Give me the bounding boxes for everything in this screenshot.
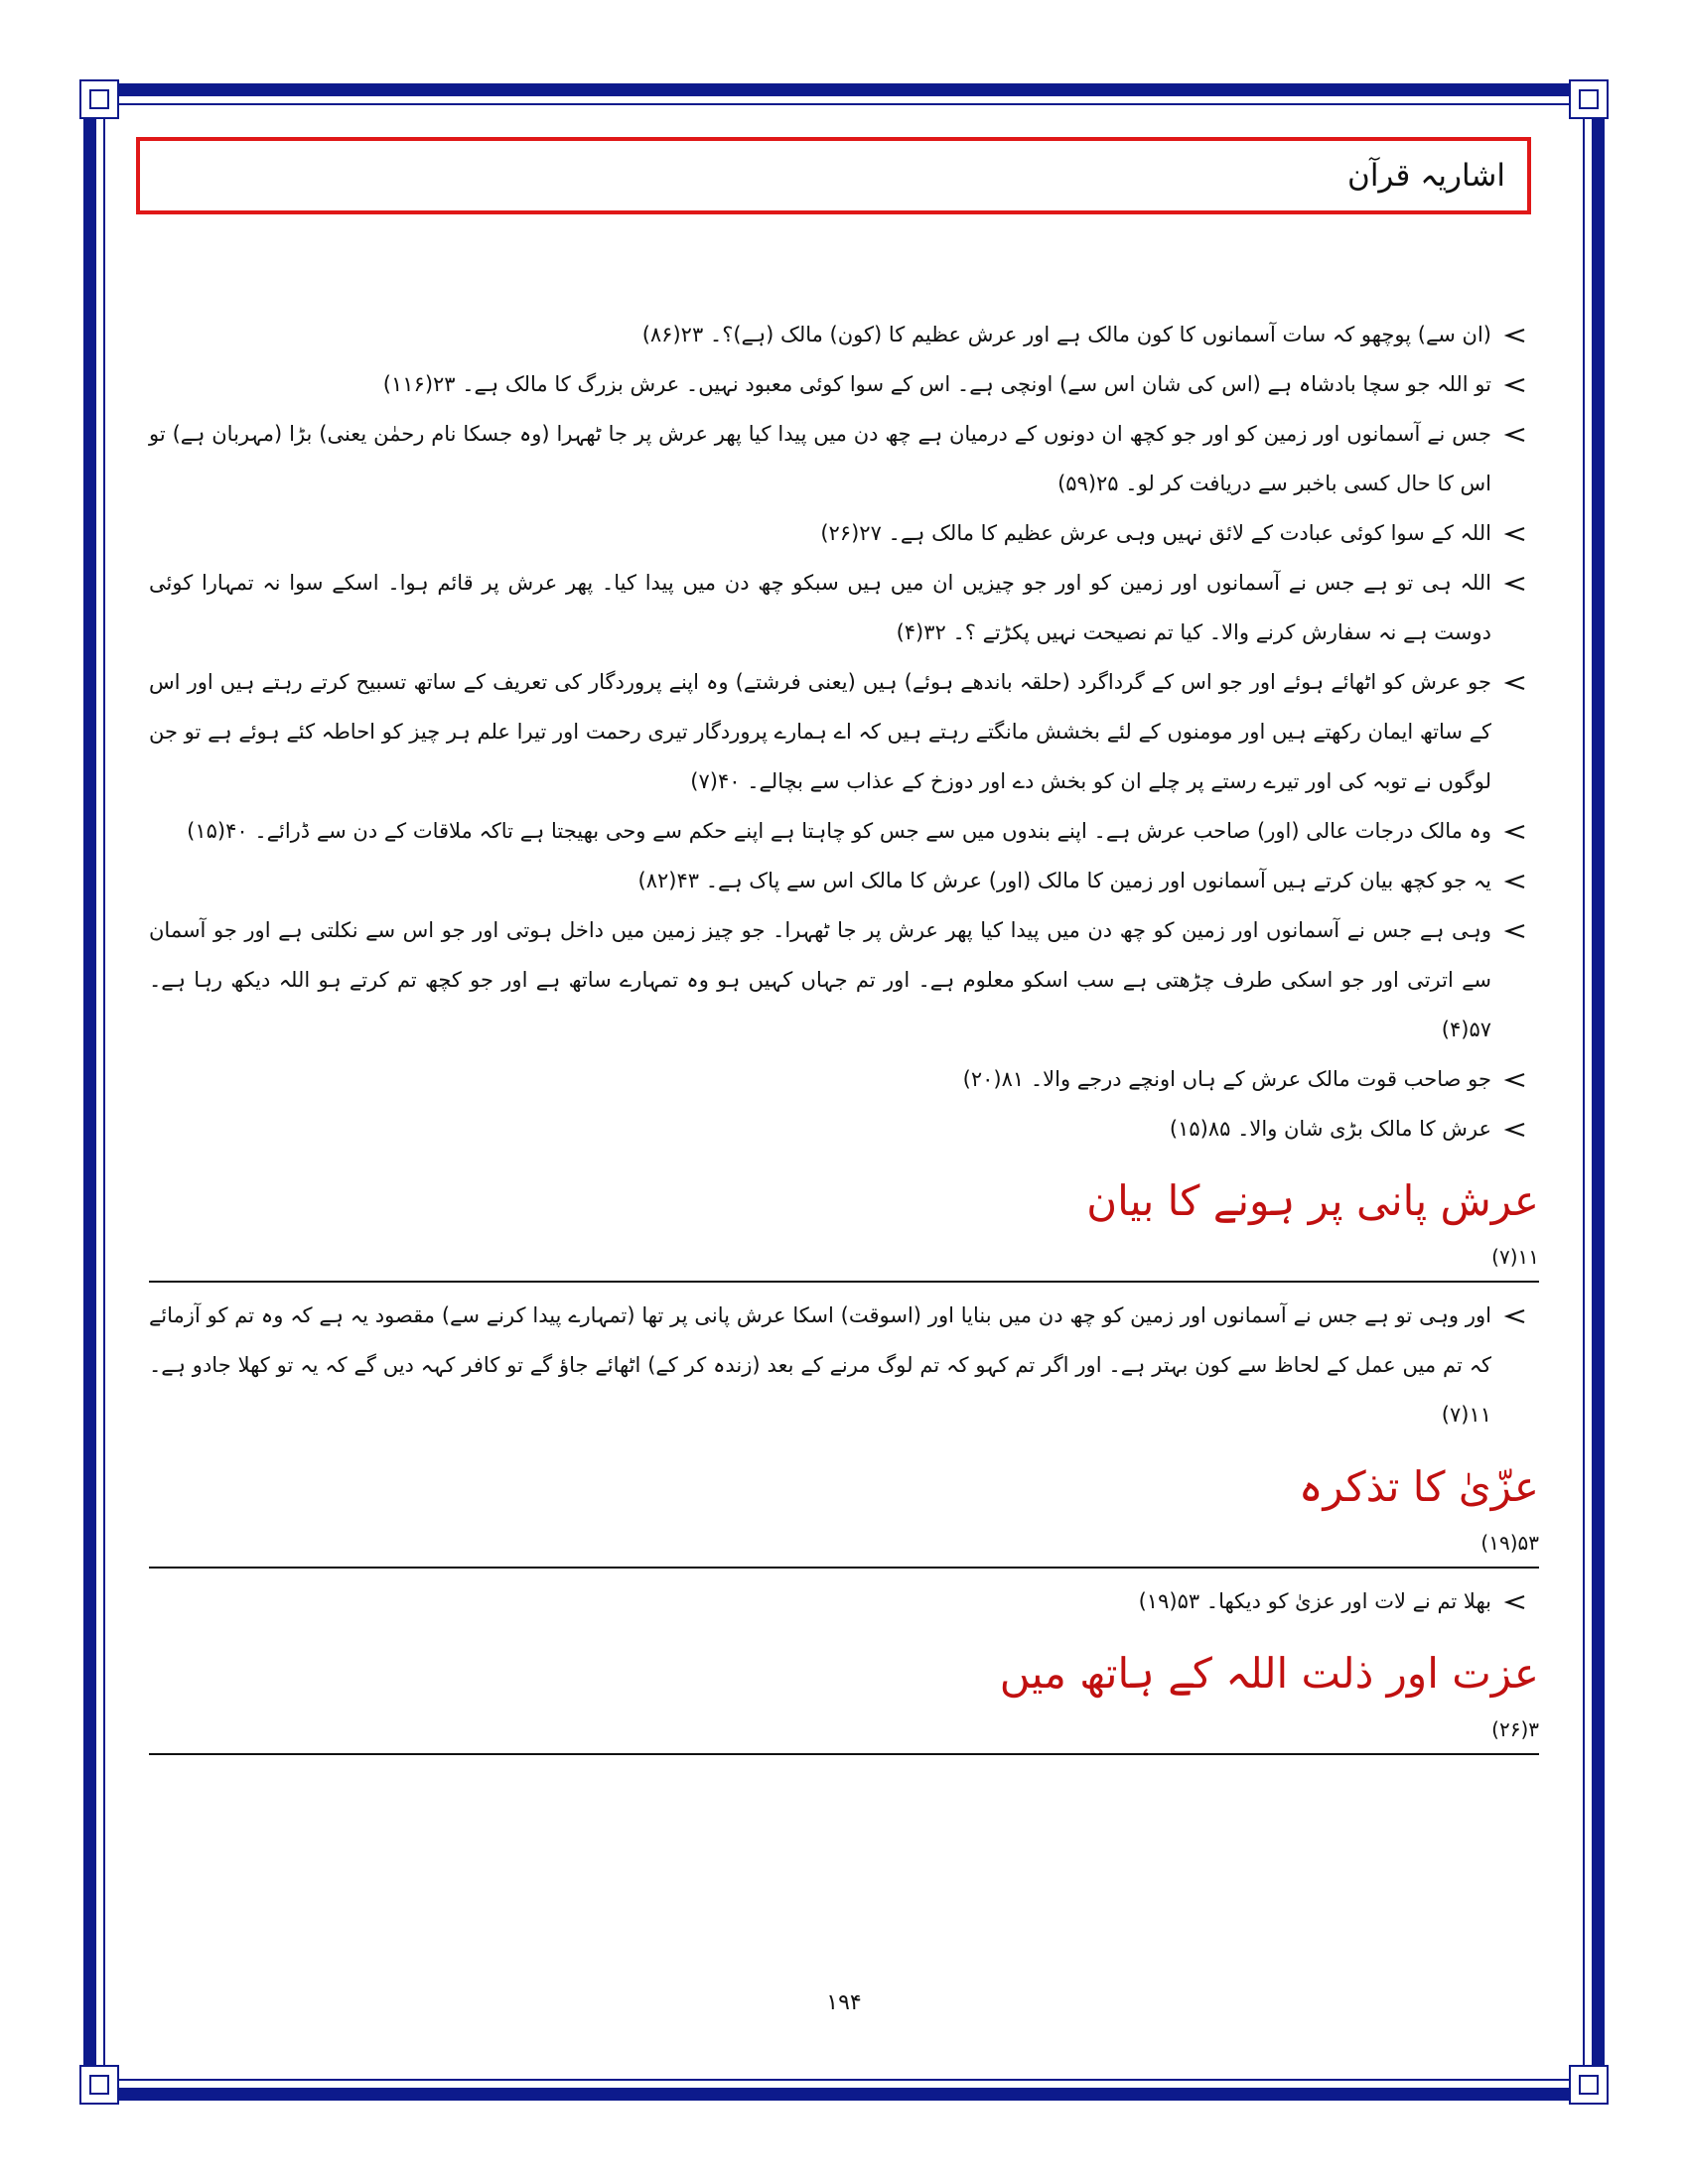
section-reference: ۱۱(۷) <box>1491 1245 1539 1269</box>
border-corner-ornament <box>79 79 119 119</box>
section-heading: عرش پانی پر ہونے کا بیان <box>1086 1176 1539 1225</box>
verse-text: یہ جو کچھ بیان کرتے ہیں آسمانوں اور زمین کا مالک (اور) عرش کا مالک اس سے پاک ہے۔ ۴۳(۸۲) <box>637 869 1491 892</box>
section-reference: ۵۳(۱۹) <box>1480 1531 1539 1555</box>
verse-text: بھلا تم نے لات اور عزیٰ کو دیکھا۔ ۵۳(۱۹) <box>1138 1589 1491 1613</box>
list-item <box>149 558 1539 657</box>
border-corner-ornament <box>1569 2065 1609 2105</box>
verse-list <box>149 1291 1539 1439</box>
verse-text: عرش کا مالک بڑی شان والا۔ ۸۵(۱۵) <box>1169 1117 1491 1141</box>
border-corner-ornament <box>79 2065 119 2105</box>
verse-text: (ان سے) پوچھو کہ سات آسمانوں کا کون مالک ہے اور عرش عظیم کا (کون) مالک (ہے)؟۔ ۲۳(۸۶) <box>641 323 1491 346</box>
section-reference: ۳(۲۶) <box>1491 1717 1539 1741</box>
arrow-bullet-icon <box>1491 310 1539 359</box>
list-item <box>149 1576 1539 1626</box>
page-title: اشاریہ قرآن <box>1347 158 1505 194</box>
arrow-bullet-icon <box>1491 657 1539 707</box>
verse-text: جس نے آسمانوں اور زمین کو اور جو کچھ ان دونوں کے درمیان ہے چھ دن میں پیدا کیا پھر عرش پر جا ٹھہرا (وہ جسکا نام رحمٰن یعنی) بڑا (مہربان ہے) تو اس کا حال کسی باخبر سے دریافت کر لو۔ ۲۵(۵۹) <box>149 422 1491 495</box>
verse-text: اللہ کے سوا کوئی عبادت کے لائق نہیں وہی عرش عظیم کا مالک ہے۔ ۲۷(۲۶) <box>820 521 1491 545</box>
arrow-bullet-icon <box>1491 409 1539 459</box>
list-item <box>149 409 1539 508</box>
arrow-bullet-icon <box>1491 806 1539 856</box>
list-item <box>149 856 1539 905</box>
border-corner-ornament <box>1569 79 1609 119</box>
section-divider <box>149 1281 1539 1283</box>
arrow-bullet-icon <box>1491 558 1539 608</box>
arrow-bullet-icon <box>1491 359 1539 409</box>
arrow-bullet-icon <box>1491 1291 1539 1340</box>
arrow-bullet-icon <box>1491 856 1539 905</box>
arrow-bullet-icon <box>1491 905 1539 955</box>
verse-text: اور وہی تو ہے جس نے آسمانوں اور زمین کو چھ دن میں بنایا اور (اسوقت) اسکا عرش پانی پر تھا (تمہارے پیدا کرنے سے) مقصود یہ ہے کہ وہ تم کو آزمائے کہ تم میں عمل کے لحاظ سے کون بہتر ہے۔ اور اگر تم کہو کہ تم لوگ مرنے کے بعد (زندہ کر کے) اٹھائے جاؤ گے تو کافر کہہ دیں گے کہ یہ تو کھلا جادو ہے۔ ۱۱(۷) <box>149 1303 1491 1427</box>
list-item <box>149 310 1539 359</box>
section-divider <box>149 1567 1539 1569</box>
list-item <box>149 508 1539 558</box>
arrow-bullet-icon <box>1491 1054 1539 1104</box>
list-item <box>149 905 1539 1054</box>
arrow-bullet-icon <box>1491 1576 1539 1626</box>
verse-text: وہی ہے جس نے آسمانوں اور زمین کو چھ دن میں پیدا کیا پھر عرش پر جا ٹھہرا۔ جو چیز زمین میں داخل ہوتی اور جو اس سے نکلتی ہے اور جو آسمان سے اترتی اور جو اسکی طرف چڑھتی ہے سب اسکو معلوم ہے۔ اور تم جہاں کہیں ہو وہ تمہارے ساتھ ہے اور جو کچھ تم کرتے ہو اللہ دیکھ رہا ہے۔ ۵۷(۴) <box>149 918 1491 1041</box>
verse-text: وہ مالک درجات عالی (اور) صاحب عرش ہے۔ اپنے بندوں میں سے جس کو چاہتا ہے اپنے حکم سے وحی بھیجتا ہے تاکہ ملاقات کے دن سے ڈرائے۔ ۴۰(۱۵) <box>187 819 1491 843</box>
list-item <box>149 359 1539 409</box>
header-box <box>136 137 1531 214</box>
list-item <box>149 1104 1539 1154</box>
arrow-bullet-icon <box>1491 508 1539 558</box>
verse-text: جو عرش کو اٹھائے ہوئے اور جو اس کے گرداگرد (حلقہ باندھے ہوئے) ہیں (یعنی فرشتے) وہ اپنے پروردگار کی تعریف کے ساتھ تسبیح کرتے رہتے ہیں اور اس کے ساتھ ایمان رکھتے ہیں اور مومنوں کے لئے بخشش مانگتے رہتے ہیں کہ اے ہمارے پروردگار تیری رحمت اور تیرا علم ہر چیز کو احاطہ کئے ہوئے ہے تو جن لوگوں نے توبہ کی اور تیرے رستے پر چلے ان کو بخش دے اور دوزخ کے عذاب سے بچالے۔ ۴۰(۷) <box>149 670 1491 793</box>
section-divider <box>149 1753 1539 1755</box>
arrow-bullet-icon <box>1491 1104 1539 1154</box>
page-number: ۱۹۴ <box>826 1990 862 2015</box>
section-heading: عزت اور ذلت اللہ کے ہاتھ میں <box>999 1649 1539 1698</box>
list-item <box>149 1291 1539 1439</box>
list-item <box>149 806 1539 856</box>
list-item <box>149 1054 1539 1104</box>
main-content <box>149 310 1539 1763</box>
verse-list <box>149 310 1539 1154</box>
verse-text: تو اللہ جو سچا بادشاہ ہے (اس کی شان اس سے) اونچی ہے۔ اس کے سوا کوئی معبود نہیں۔ عرش بزرگ کا مالک ہے۔ ۲۳(۱۱۶) <box>382 372 1491 396</box>
section-heading: عزّیٰ کا تذکرہ <box>1298 1462 1539 1511</box>
verse-text: اللہ ہی تو ہے جس نے آسمانوں اور زمین کو اور جو چیزیں ان میں ہیں سبکو چھ دن میں پیدا کیا۔ پھر عرش پر قائم ہوا۔ اسکے سوا نہ تمہارا کوئی دوست ہے نہ سفارش کرنے والا۔ کیا تم نصیحت نہیں پکڑتے ؟۔ ۳۲(۴) <box>149 571 1491 644</box>
list-item <box>149 657 1539 806</box>
verse-list <box>149 1576 1539 1626</box>
verse-text: جو صاحب قوت مالک عرش کے ہاں اونچے درجے والا۔ ۸۱(۲۰) <box>962 1067 1491 1091</box>
